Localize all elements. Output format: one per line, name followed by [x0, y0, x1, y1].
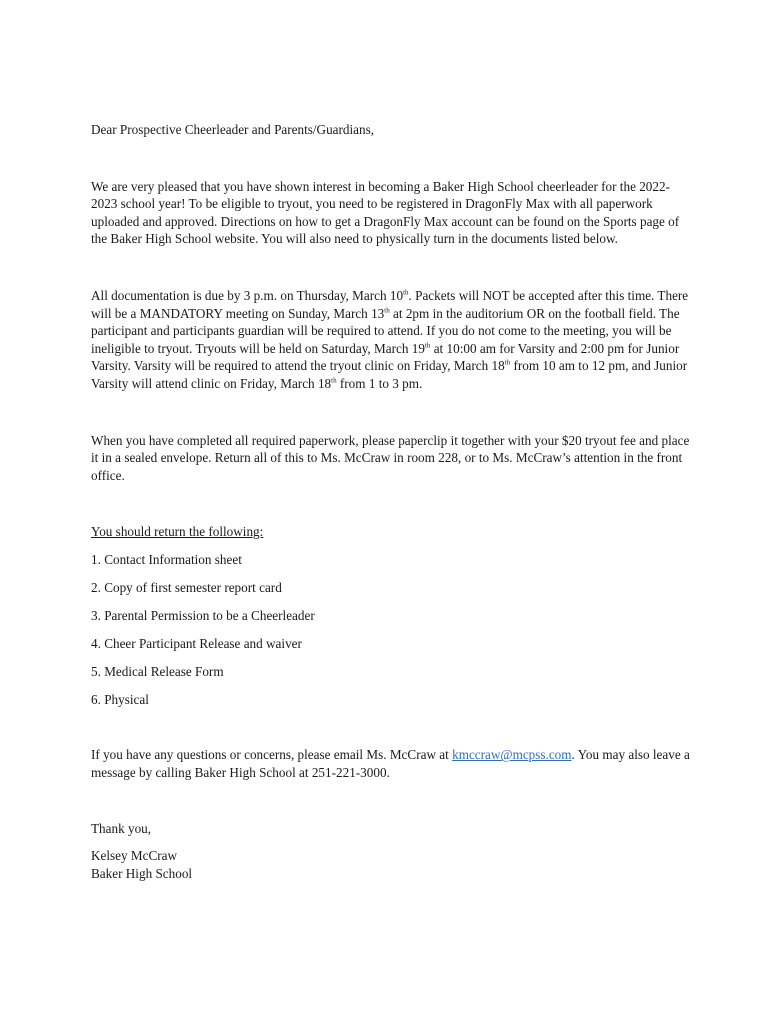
schedule-text-4: at 10:00 am for Varsity and 2:00 pm for Junior Varsity. Varsity will be required to attend the tryout clinic on Friday, March 18 — [91, 340, 680, 374]
signature-organization: Baker High School — [91, 865, 193, 881]
schedule-paragraph — [91, 287, 691, 393]
ordinal-suffix: th — [331, 376, 337, 385]
salutation: Dear Prospective Cheerleader and Parents/Guardians, — [91, 122, 375, 137]
schedule-text-1: All documentation is due by 3 p.m. on Thursday, March 10 — [91, 287, 404, 303]
ordinal-suffix: th — [424, 341, 431, 350]
list-item: 4. Cheer Participant Release and waiver — [91, 635, 302, 651]
schedule-text-2: . Packets will NOT be accepted after this time. There will be a MANDATORY meeting on Sunday, March 13 — [91, 287, 689, 321]
submission-paragraph: When you have completed all required paperwork, please paperclip it together with your $20 tryout fee and place it in a sealed envelope. Return all of this to Ms. McCraw in room 228, or to Ms. McCraw’s attention in the front office. — [91, 432, 690, 483]
contact-paragraph — [91, 746, 691, 781]
ordinal-suffix: th — [504, 358, 511, 367]
schedule-text-6: from 1 to 3 pm. — [336, 375, 423, 391]
contact-text-after: . You may also leave a message by calling Baker High School at 251-221-3000. — [91, 747, 690, 781]
schedule-text-3: at 2pm in the auditorium OR on the football field. The participant and participants guardian will be required to attend. If you do not come to the meeting, you will be ineligible to tryout. Tryouts will be held on Saturday, March 19 — [91, 305, 680, 356]
letter-body — [91, 121, 691, 882]
schedule-text-5: from 10 am to 12 pm, and Junior Varsity will attend clinic on Friday, March 18 — [91, 358, 688, 391]
ordinal-suffix: th — [384, 306, 390, 315]
list-item: 5. Medical Release Form — [91, 663, 224, 679]
intro-paragraph: We are very pleased that you have shown interest in becoming a Baker High School cheerleader for the 2022-2023 school year! To be eligible to tryout, you need to be registered in DragonFly Max with all paperwork uploaded and approved. Directions on how to get a DragonFly Max account can be found on the Sports page of the Baker High School website. You will also need to physically turn in the documents listed below. — [91, 178, 680, 247]
list-item: 2. Copy of first semester report card — [91, 579, 282, 595]
closing: Thank you, — [91, 820, 152, 836]
list-item: 1. Contact Information sheet — [91, 551, 242, 567]
return-list-heading: You should return the following: — [91, 524, 264, 540]
list-item: 6. Physical — [91, 691, 149, 707]
ordinal-suffix: th — [403, 288, 409, 297]
contact-text-before: If you have any questions or concerns, please email Ms. McCraw at — [91, 747, 453, 763]
email-link[interactable]: kmccraw@mcpss.com — [452, 747, 572, 763]
list-item: 3. Parental Permission to be a Cheerleader — [91, 607, 315, 623]
signature-name: Kelsey McCraw — [91, 848, 178, 864]
return-list — [91, 551, 691, 709]
